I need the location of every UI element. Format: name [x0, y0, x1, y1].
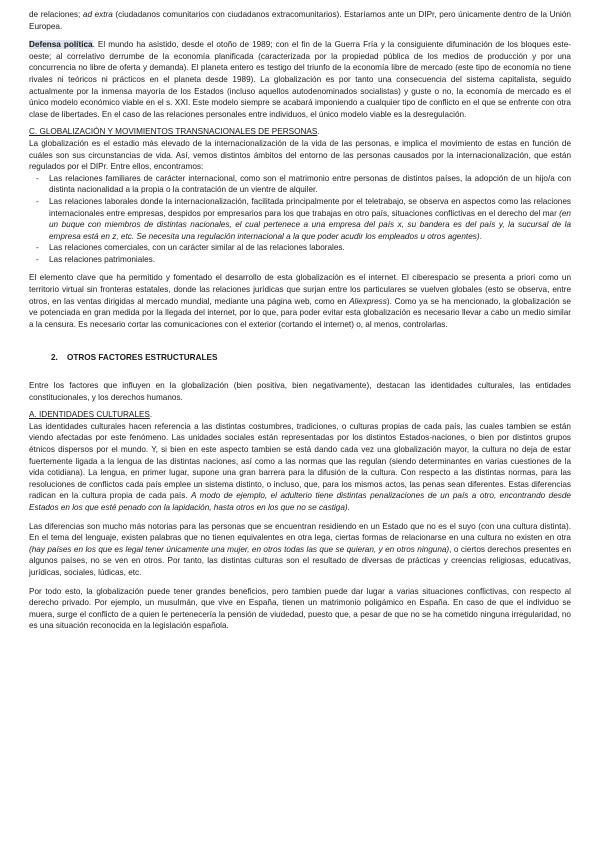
paragraph-defensa-politica: Defensa política. El mundo ha asistido, desde el otoño de 1989; con el fin de la Guerra Fría y la consiguiente difuminación de los bloques este-oeste; al correlativo derrumbe de la economía planificada (caracterizada por la propiedad pública de los medios de producción y por una concurrencia no libre de oferta y demanda). El planeta entero es testigo del triunfo de la economía libre de mercado (este tipo de economía no tiene rivales ni teóricos ni prácticos en el planeta desde 1989). La globalización es por tanto una consecuencia del sistema capitalista, seguido actualmente por la inmensa mayoría de los Estados (incluso aquellos autodenominados socialistas) y guste o no, la economía de mercado es el único modelo económico viable en el s. XXI. Este modelo siempre se acabará imponiendo a cualquier tipo de conflicto en el que se enfrente con otra clase de libertades. En el caso de las relaciones personales entre individuos, el único modelo viable es la desregulación. — [29, 40, 571, 119]
defensa-politica-label: Defensa política — [29, 40, 93, 50]
paragraph-internet: El elemento clave que ha permitido y fomentado el desarrollo de esta globalización es el internet. El ciberespacio se presenta a priori como un territorio virtual sin fronteras estatales, donde las relaciones jurídicas que surjan entre los particulares se vuelven globales (esto se observa, entre otros, en las ventas dirigidas al mercado mundial, mediante una página web, como en Aliexpress). Como ya se ha mencionado, la globalización se ve potenciada en gran medida por la llegada del internet, por lo que, para poder evitar esta globalización es necesario llevar a cabo un medio similar a la censura. Es necesario cortar las comunicaciones con el exterior (cortando el internet) o, al menos, controlarlas. — [29, 273, 571, 329]
relations-list — [29, 173, 571, 266]
section-c-intro: La globalización es el estadio más elevado de la internacionalización de la vida de las personas, e implica el movimiento de estas en función de cuáles son sus circunstancias de vida. Así, vemos distintos ámbitos del entorno de las personas causados por la internacionalización, que están regulados por el DIPr. Entre ellos, encontramos: — [29, 138, 571, 172]
paragraph-conclusion: Por todo esto, la globalización puede tener grandes beneficios, pero tambien puede dar lugar a varias situaciones conflictivas, con respecto al derecho privado. Por ejemplo, un musulmán, que vive en España, tienen un matrimonio poligámico en España. En caso de que el individuo se muera, surge el conflicto de a quien le pertenecería la pensión de viudedad, puesto que, a pesar de que no se ha cometido ninguna irregularidad, no es una situación reconocida en la legislación española. — [29, 586, 571, 631]
list-item: - Las relaciones familiares de carácter internacional, como son el matrimonio entre personas de distintos países, la adopción de un hijo/a con distinta nacionalidad a la propia o la contratación de un vientre de alquiler. — [49, 173, 571, 196]
paragraph-identidades: Las identidades culturales hacen referencia a las distintas costumbres, tradiciones, o culturas propias de cada país, las cuales tambien se están viendo afectadas por este fenómeno. Las unidades sociales están representadas por los distintos Estados-naciones, o bien por distintos grupos étnicos dispersos por el mundo. Y, si bien en este aspecto tambien se está dando cada vez una globalización mayor, la cultura no deja de estar fuertemente ligada a la lengua de las distintas naciones, así como a las normas que las regulan (siendo determinantes en varias cuestiones de la vida cotidiana). La lengua, en primer lugar, supone una gran barrera para la difusión de la cultura. Con respecto a las distintas normas, para las resoluciones de conflictos cada país emplee un sistema distinto, o incluso, que, para los mismos actos, las penas sean diferentes. Estas diferencias radican en la cultura propia de cada país. A modo de ejemplo, el adulterio tiene distintas penalizaciones de un país a otro, encontrando desde Estados en los que esté penado con la lapidación, hasta otros en los que no se castiga). — [29, 421, 571, 512]
list-item: - Las relaciones patrimoniales. — [49, 254, 571, 266]
section-a-heading: A. IDENTIDADES CULTURALES. — [29, 410, 153, 420]
paragraph-intro-continued: de relaciones; ad extra (ciudadanos comunitarios con ciudadanos extracomunitarios). Estaríamos ante un DIPr, pero únicamente dentro de la Unión Europea. — [29, 10, 571, 31]
list-item: - Las relaciones comerciales, con un carácter similar al de las relaciones laborales. — [49, 242, 571, 254]
section-c-heading: C. GLOBALIZACIÓN Y MOVIMIENTOS TRANSNACIONALES DE PERSONAS. — [29, 127, 320, 137]
paragraph-diferencias: Las diferencias son mucho más notorias para las personas que se encuentran residiendo en un Estado que no es el suyo (con una cultura distinta). En el tema del lenguaje, existen palabras que no tienen equivalentes en otra lega, ciertas formas de relacionarse en una cultura no existen en otra (hay países en los que es legal tener únicamente una mujer, en otros todas las que se quieran, y en otros ninguna), o ciertos derechos presentes en algunos países, no se ven en otros. Por tanto, las distintas culturas son el resultado de diversas de prácticas y creencias religiosas, educativas, jurídicas, sociales, lúdicas, etc. — [29, 521, 572, 577]
section-2-heading: 2. OTROS FACTORES ESTRUCTURALES — [51, 353, 218, 363]
list-item: - Las relaciones laborales donde la internacionalización, facilitada principalmente por el teletrabajo, se observa en aspectos como las relaciones internacionales entre empresas, despidos por empresarios para los que trabajas en otro país, situaciones conflictivas en el derecho del mar (en un buque con miembros de distintas nacionales, el cual pertenece a una empresa del país x, su bandera es del país y, la sucursal de la empresa está en z, etc. Se necesita una regulación internacional a la que poder acudir los empleados u otros agentes). — [49, 196, 571, 242]
section-2-intro: Entre los factores que influyen en la globalización (bien positiva, bien negativamente), destacan las identidades culturales, las entidades constitucionales, y los derechos humanos. — [29, 381, 571, 402]
